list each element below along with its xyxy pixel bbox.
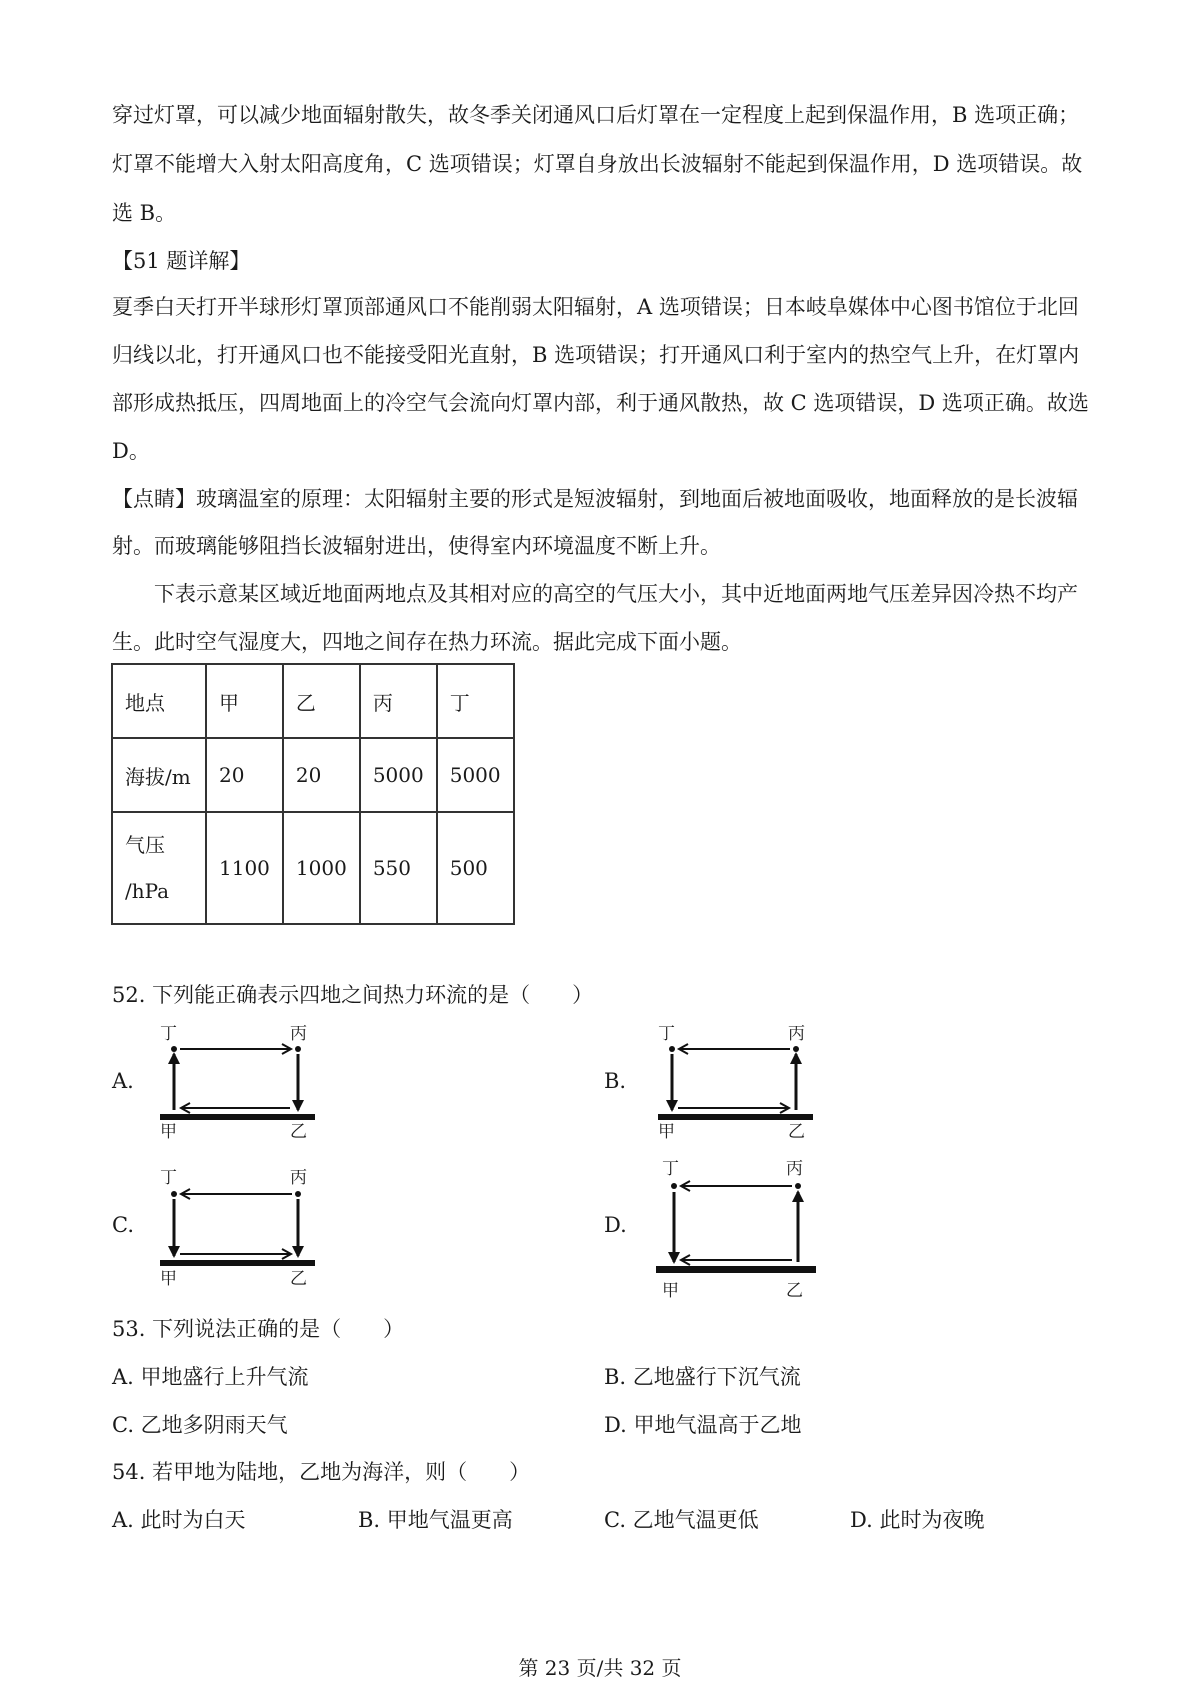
table-cell: 20 [283, 738, 360, 812]
label-ding: 丁 [160, 1168, 177, 1188]
paragraph-line: 部形成热抵压，四周地面上的冷空气会流向灯罩内部，利于通风散热，故 C 选项错误，D 选项正确。故选 [112, 391, 1089, 415]
arrowhead [668, 1252, 680, 1264]
q52-option-c: C. [112, 1213, 134, 1237]
paragraph-line: D。 [112, 439, 150, 463]
point-bing [793, 1046, 799, 1052]
label-yi: 乙 [290, 1122, 307, 1142]
q53-choice-a[interactable]: A. 甲地盛行上升气流 [112, 1365, 309, 1389]
paragraph-line: 【点睛】玻璃温室的原理：太阳辐射主要的形式是短波辐射，到地面后被地面吸收，地面释放的是长波辐 [112, 487, 1078, 511]
q53-choice-c[interactable]: C. 乙地多阴雨天气 [112, 1413, 288, 1437]
table-header-cell: 丁 [437, 664, 514, 738]
point-ding [171, 1191, 177, 1197]
label-ding: 丁 [658, 1024, 675, 1044]
pressure-label: 气压 [125, 833, 165, 857]
table-cell: 550 [360, 812, 437, 924]
table-header-cell: 丙 [360, 664, 437, 738]
q53-choice-b[interactable]: B. 乙地盛行下沉气流 [604, 1365, 801, 1389]
intro-line: 生。此时空气湿度大，四地之间存在热力环流。据此完成下面小题。 [112, 630, 742, 654]
table-cell: 1000 [283, 812, 360, 924]
ground-line [656, 1266, 816, 1273]
arrowhead [790, 1052, 802, 1064]
label-bing: 丙 [290, 1024, 307, 1044]
label-bing: 丙 [290, 1168, 307, 1188]
table-cell: 5000 [437, 738, 514, 812]
paragraph-line: 夏季白天打开半球形灯罩顶部通风口不能削弱太阳辐射，A 选项错误；日本岐阜媒体中心图书馆位于北回 [112, 295, 1079, 319]
table-cell: 20 [206, 738, 283, 812]
question-52-stem: 52. 下列能正确表示四地之间热力环流的是（ ） [112, 983, 594, 1007]
q52-option-b: B. [604, 1069, 627, 1093]
label-yi: 乙 [788, 1122, 805, 1142]
circulation-diagram-a [150, 1022, 330, 1142]
label-jia: 甲 [658, 1122, 675, 1142]
arrowhead [792, 1190, 804, 1202]
label-yi: 乙 [786, 1281, 803, 1300]
arrowhead [666, 1100, 678, 1112]
pressure-unit: /hPa [125, 879, 170, 903]
table-cell [112, 812, 206, 924]
point-bing [295, 1191, 301, 1197]
arrowhead [292, 1246, 304, 1258]
ground-line [658, 1114, 813, 1120]
label-yi: 乙 [290, 1269, 307, 1289]
paragraph-line: 灯罩不能增大入射太阳高度角，C 选项错误；灯罩自身放出长波辐射不能起到保温作用，D 选项错误。故 [112, 152, 1083, 176]
arrowhead [292, 1100, 304, 1112]
q54-choice-d[interactable]: D. 此时为夜晚 [850, 1508, 985, 1532]
label-jia: 甲 [160, 1269, 177, 1289]
table-cell: 500 [437, 812, 514, 924]
intro-line: 下表示意某区域近地面两地点及其相对应的高空的气压大小，其中近地面两地气压差异因冷热不均产 [154, 582, 1078, 606]
label-bing: 丙 [788, 1024, 805, 1044]
page-number: 第 23 页/共 32 页 [518, 1656, 682, 1680]
label-jia: 甲 [662, 1281, 679, 1300]
pressure-table [111, 663, 515, 925]
q52-option-a: A. [112, 1069, 134, 1093]
paragraph-line: 穿过灯罩，可以减少地面辐射散失，故冬季关闭通风口后灯罩在一定程度上起到保温作用，B 选项正确； [112, 103, 1080, 127]
label-bing: 丙 [786, 1159, 803, 1179]
q54-choice-a[interactable]: A. 此时为白天 [112, 1508, 246, 1532]
point-ding [171, 1046, 177, 1052]
question-54-stem: 54. 若甲地为陆地，乙地为海洋，则（ ） [112, 1460, 531, 1484]
ground-line [160, 1260, 315, 1266]
circulation-diagram-d [648, 1150, 828, 1300]
q52-option-d: D. [604, 1213, 627, 1237]
label-jia: 甲 [160, 1122, 177, 1142]
paragraph-line: 射。而玻璃能够阻挡长波辐射进出，使得室内环境温度不断上升。 [112, 534, 721, 558]
table-cell: 5000 [360, 738, 437, 812]
point-ding [671, 1183, 677, 1189]
ground-line [160, 1114, 315, 1120]
q54-choice-c[interactable]: C. 乙地气温更低 [604, 1508, 759, 1532]
table-cell: 海拔/m [112, 738, 206, 812]
table-cell: 1100 [206, 812, 283, 924]
question-53-stem: 53. 下列说法正确的是（ ） [112, 1317, 405, 1341]
point-ding [669, 1046, 675, 1052]
point-bing [795, 1183, 801, 1189]
arrowhead [168, 1052, 180, 1064]
table-header-cell: 甲 [206, 664, 283, 738]
label-ding: 丁 [160, 1024, 177, 1044]
q54-choice-b[interactable]: B. 甲地气温更高 [358, 1508, 513, 1532]
circulation-diagram-b [648, 1022, 828, 1142]
arrowhead [168, 1246, 180, 1258]
label-ding: 丁 [662, 1159, 679, 1179]
table-header-cell: 地点 [112, 664, 206, 738]
paragraph-line: 归线以北，打开通风口也不能接受阳光直射，B 选项错误；打开通风口利于室内的热空气上升，在灯罩内 [112, 343, 1080, 367]
circulation-diagram-c [150, 1166, 330, 1290]
section-heading: 【51 题详解】 [112, 249, 251, 273]
point-bing [295, 1046, 301, 1052]
paragraph-line: 选 B。 [112, 201, 177, 225]
q53-choice-d[interactable]: D. 甲地气温高于乙地 [604, 1413, 802, 1437]
table-header-cell: 乙 [283, 664, 360, 738]
